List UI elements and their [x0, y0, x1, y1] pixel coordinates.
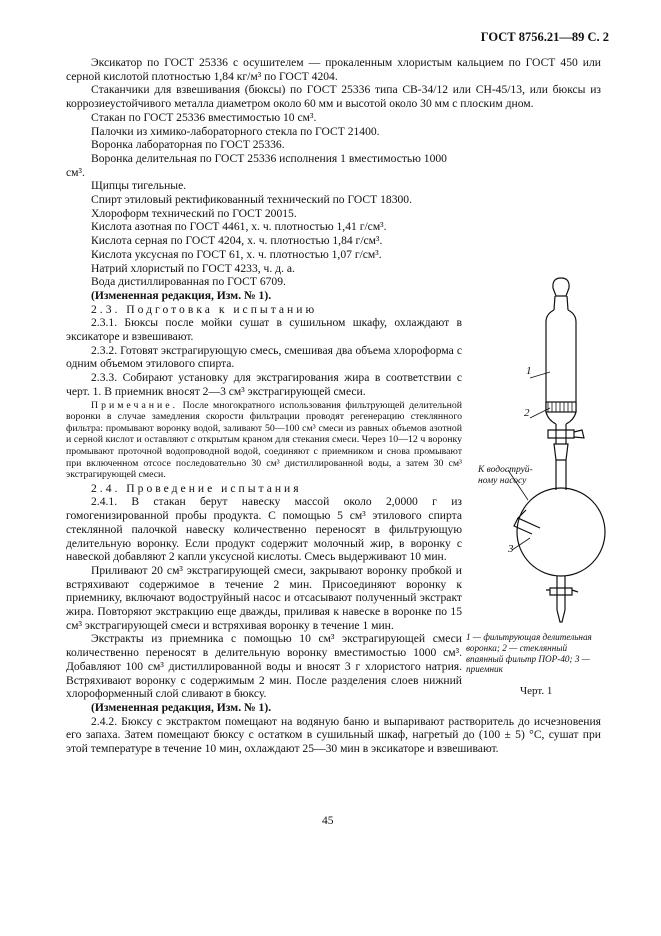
- glass-filter: [546, 402, 576, 412]
- equipment-list: [66, 111, 462, 701]
- list-item: Натрий хлористый по ГОСТ 4233, ч. д. а.: [91, 261, 295, 275]
- paragraph-extracts: Экстракты из приемника с помощью 10 см³ экстрагирующей смеси количественно переносят в делительную воронку вместимостью 1000 см³. Добавляют 100 см³ дистиллированной воды и вносят 3 г хлористого натрия. Встряхивают воронку с содержимым 2 мин. После разделения слоев нижний хлороформенный слой сливают в бюксу.: [66, 632, 462, 701]
- pump-label: К водоструй-ному насосу: [478, 465, 533, 486]
- edit-note: (Измененная редакция, Изм. № 1).: [91, 700, 272, 714]
- list-item: Хлороформ технический по ГОСТ 20015.: [91, 206, 297, 220]
- paragraph-desiccator: Эксикатор по ГОСТ 25336 с осушителем — прокаленным хлористым кальцием по ГОСТ 450 или серной кислотой плотностью 1,84 кг/м³ по ГОСТ 4204.: [66, 56, 601, 83]
- list-item: Кислота уксусная по ГОСТ 61, х. ч. плотностью 1,07 г/см³.: [91, 247, 382, 261]
- list-item: Воронка делительная по ГОСТ 25336 исполнения 1 вместимостью 1000 см³.: [66, 151, 447, 179]
- leader-2: [530, 408, 550, 418]
- list-item: Кислота азотная по ГОСТ 4461, х. ч. плотностью 1,41 г/см³.: [91, 220, 387, 234]
- stopcock-upper: [548, 424, 584, 444]
- section-heading-preparation: 2.3. Подготовка к испытанию: [91, 302, 318, 316]
- list-item: Воронка лабораторная по ГОСТ 25336.: [91, 138, 285, 152]
- stem-tip: [557, 610, 565, 622]
- ground-joint: [554, 444, 568, 460]
- leader-3: [512, 538, 530, 550]
- figure-label-3: 3: [508, 543, 514, 555]
- paragraph-2-3-1: 2.3.1. Бюксы после мойки сушат в сушильном шкафу, охлаждают в эксикаторе и взвешивают.: [66, 316, 462, 344]
- list-item: Вода дистиллированная по ГОСТ 6709.: [91, 275, 286, 289]
- paragraph-add-mixture: Приливают 20 см³ экстрагирующей смеси, закрывают воронку пробкой и встряхивают содержимое в течение 2 мин. Присоединяют воронку к приемнику, включают водоструйный насос и отсасывают полученный экстракт жира. Повторяют экстракцию еще дважды, приливая к навеске в воронке по 15 см³ экстрагирующей смеси и встряхивая воронку в течение 1 мин.: [66, 563, 462, 632]
- funnel-taper: [546, 412, 576, 424]
- edit-note: (Измененная редакция, Изм. № 1).: [91, 288, 272, 302]
- paragraph-2-4-2: 2.4.2. Бюксу с экстрактом помещают на водяную баню и выпаривают растворитель до исчезновения его запаха. Затем помещают бюксу с остатком в сушильный шкаф, нагретый до (100 ± 5) °С, сушат при этой температуре в течение 10 мин, охлаждают 25—30 мин в эксикаторе и взвешивают.: [66, 714, 601, 756]
- list-item: Щипцы тигельные.: [91, 179, 187, 193]
- receiver-flask: [517, 488, 605, 576]
- figure-label-1: 1: [526, 365, 532, 377]
- note-text: После многократного использования фильтрующей делительной воронки в случае замедления скорости фильтрации проводят регенерацию стеклянного фильтра: промывают воронку водой, заливают 50—100 см³ смеси из равных объемов азотной и серной кислот и оставляют с открытым краном для стекания смеси. Через 10—12 ч воронку промывают проточной водопроводной водой, соединяют с приемником и снова промывают при включенном отсосе последовательно 30 см³ дистиллированной воды, а затем 30 см³ экстрагирующей смеси.: [66, 399, 462, 481]
- funnel-body: [546, 310, 576, 412]
- stopper: [553, 278, 569, 296]
- page-number: 45: [322, 815, 334, 827]
- paragraph-weighing-bottles: Стаканчики для взвешивания (бюксы) по ГОСТ 25336 типа СВ-34/12 или СН-45/13, или бюксы из коррозиеустойчивого металла диаметром около 60 мм и высотой около 30 мм с плоским дном.: [66, 83, 601, 111]
- note: [66, 400, 462, 481]
- stopcock-lower: [546, 588, 578, 595]
- list-item: Спирт этиловый ректификованный технический по ГОСТ 18300.: [91, 193, 413, 207]
- funnel-neck: [554, 296, 568, 310]
- leader-1: [530, 372, 550, 378]
- apparatus-figure: [468, 270, 608, 630]
- figure-title: Черт. 1: [520, 685, 553, 697]
- list-item: Стакан по ГОСТ 25336 вместимостью 10 см³.: [91, 110, 317, 124]
- section-heading-testing: 2.4. Проведение испытания: [91, 481, 302, 495]
- list-item: Кислота серная по ГОСТ 4204, х. ч. плотностью 1,84 г/см³.: [91, 234, 383, 248]
- page-header: ГОСТ 8756.21—89 С. 2: [480, 30, 609, 44]
- flask-stem: [557, 576, 565, 610]
- paragraph-2-3-2: 2.3.2. Готовят экстрагирующую смесь, смешивая два объема хлороформа с одним объемом этилового спирта.: [66, 343, 462, 371]
- list-item: Палочки из химико-лабораторного стекла по ГОСТ 21400.: [91, 124, 380, 138]
- paragraph-2-4-1: 2.4.1. В стакан берут навеску массой около 2,0000 г из гомогенизированной пробы продукта. С помощью 5 см³ этилового спирта стеклянной палочкой навеску количественно переносят в фильтрующую делительную воронку. Если продукт содержит молочный жир, в воронку с навеской добавляют 2 капли уксусной кислоты. Смесь выдерживают 10 мин.: [66, 495, 462, 564]
- note-label: Примечание.: [91, 399, 179, 411]
- paragraph-2-3-3: 2.3.3. Собирают установку для экстрагирования жира в соответствии с черт. 1. В приемник вносят 2—3 см³ экстрагирующей смеси.: [66, 371, 462, 398]
- figure-caption: 1 — фильтрующая делительная воронка; 2 — стеклянный впаянный фильтр ПОР-40; 3 — приемник: [466, 632, 592, 675]
- figure-label-2: 2: [524, 407, 530, 419]
- side-arm: [556, 460, 566, 478]
